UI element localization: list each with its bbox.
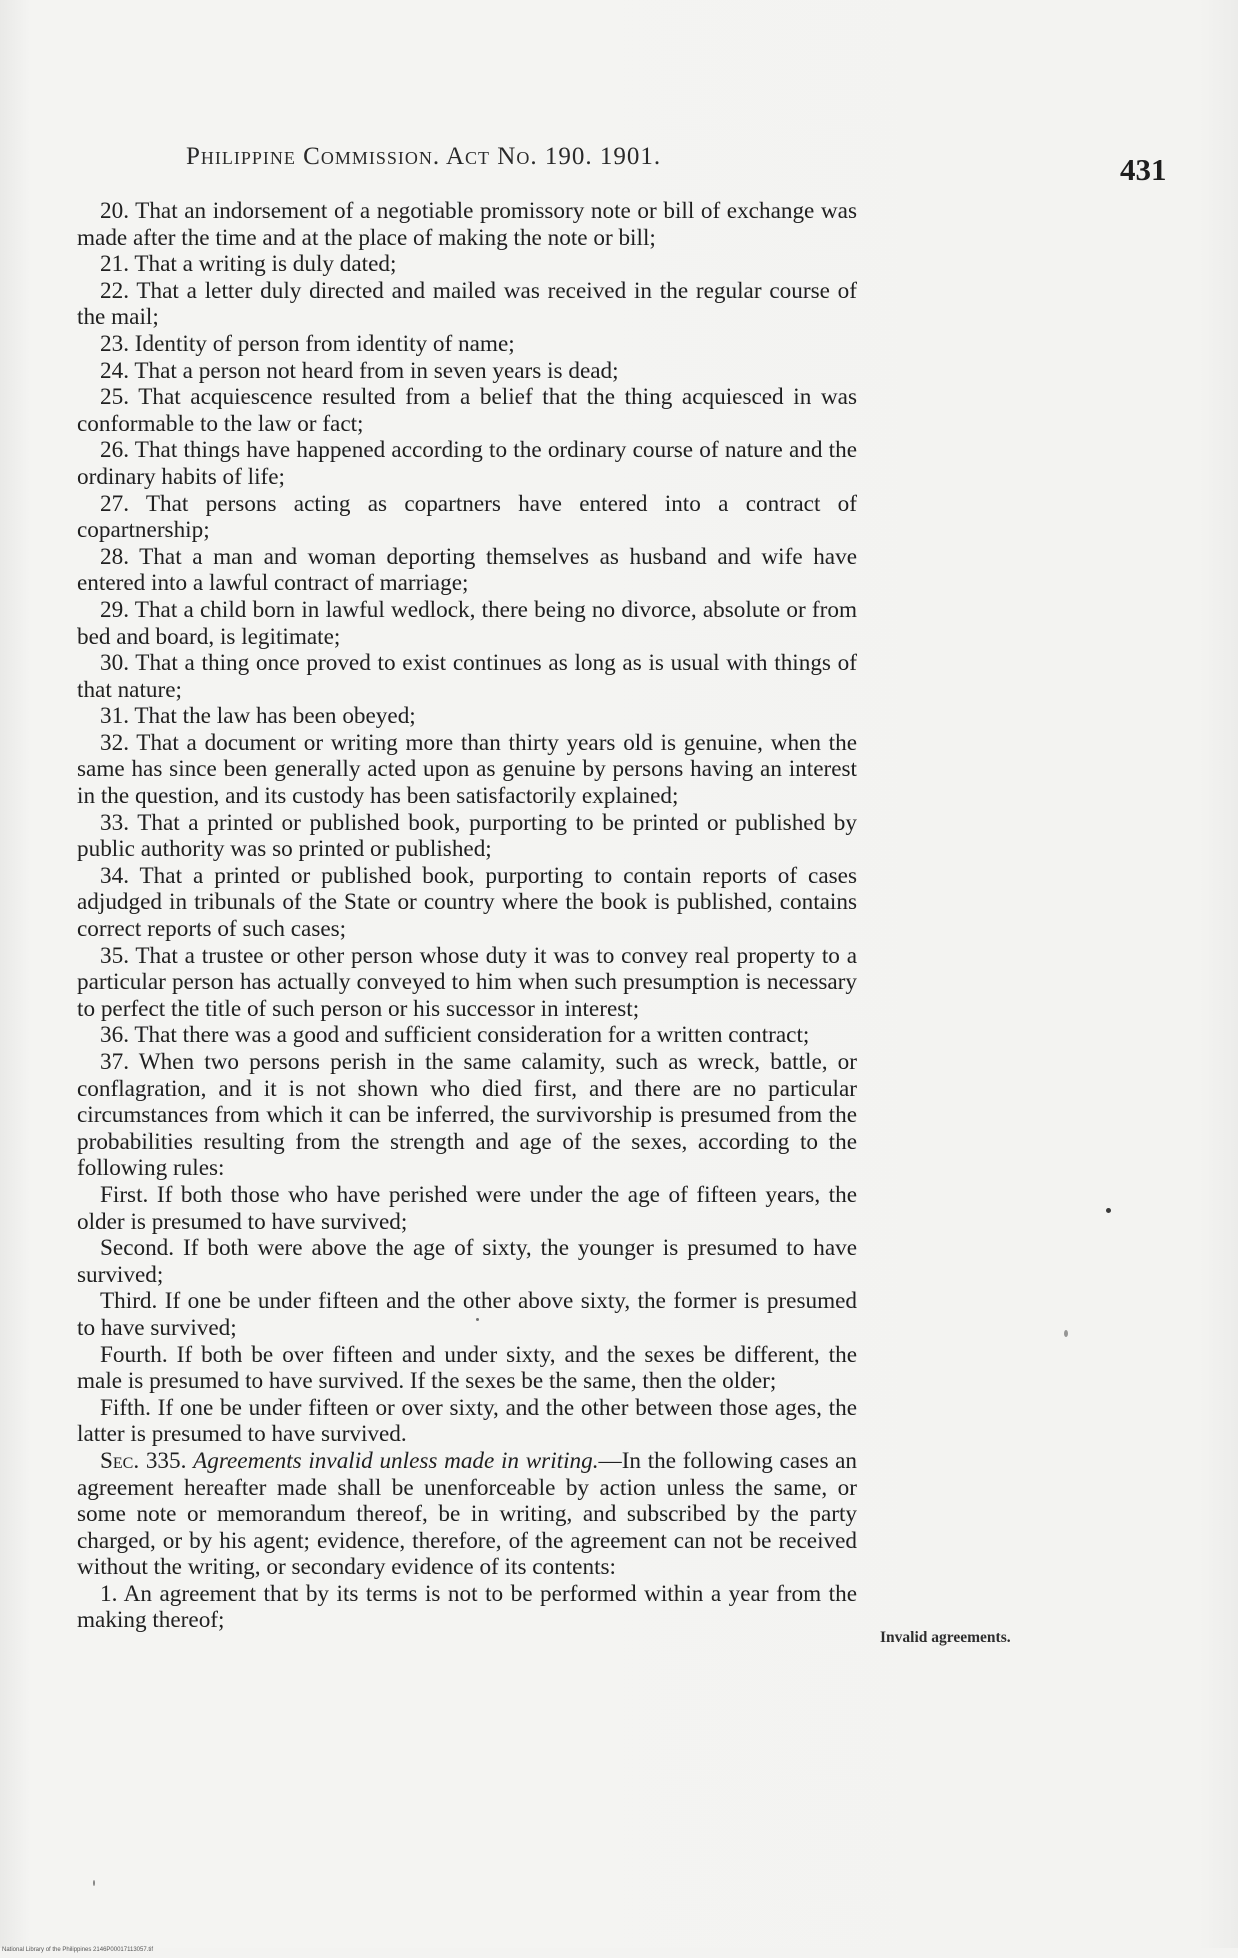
body-text [77,198,857,1634]
section-text: —In the following cases an agreement hereafter made shall be unenforceable by action unless the same, or some note or memorandum thereof, be in writing, and subscribed by the party charged, or by his agent; evidence, therefore, of the agreement can not be received without the writing, or secondary evidence of its contents: [77,1447,858,1581]
rule-fourth: Fourth. If both be over fifteen and under sixty, and the sexes be different, the male is presumed to have survived. If the sexes be the same, then the older; [77,1341,857,1395]
scan-speck [1064,1330,1068,1337]
footer-strip [0,1948,1238,1958]
agreement-item-1: 1. An agreement that by its terms is not to be performed within a year from the making thereof; [77,1580,857,1634]
paragraph-37: 37. When two persons perish in the same calamity, such as wreck, battle, or conflagration, and it is not shown who died first, and there are no particular circumstances from which it can be inferred, the survivorship is presumed from the probabilities resulting from the strength and age of the sexes, according to the following rules: [77,1049,857,1182]
rule-third: Third. If one be under fifteen and the other above sixty, the former is presumed to have survived; [77,1288,857,1341]
scan-footer: National Library of the Philippines 2146P00017113057.tif [2,1947,153,1953]
paragraph-22: 22. That a letter duly directed and mailed was received in the regular course of the mail; [77,277,857,331]
paragraph-27: 27. That persons acting as copartners have entered into a contract of copartnership; [77,490,857,544]
scan-speck [476,1318,479,1321]
paragraph-26: 26. That things have happened according to the ordinary course of nature and the ordinary habits of life; [77,437,857,490]
paragraph-30: 30. That a thing once proved to exist continues as long as is usual with things of that nature; [77,650,857,703]
paragraph-29: 29. That a child born in lawful wedlock, there being no divorce, absolute or from bed and board, is legitimate; [77,596,857,650]
scan-speck [93,1880,95,1886]
paragraph-36: 36. That there was a good and sufficient consideration for a written contract; [100,1022,810,1049]
paragraph-28: 28. That a man and woman deporting themselves as husband and wife have entered into a lawful contract of marriage; [77,543,857,597]
paragraph-33: 33. That a printed or published book, purporting to be printed or published by public authority was so printed or published; [77,809,857,863]
section-label: Sec. 335. [100,1447,187,1474]
paragraph-32: 32. That a document or writing more than thirty years old is genuine, when the same has since been generally acted upon as genuine by persons having an interest in the question, and its custody has been satisfactorily explained; [77,729,857,810]
paragraph-34: 34. That a printed or published book, purporting to contain reports of cases adjudged in tribunals of the State or country where the book is published, contains correct reports of such cases; [77,862,857,943]
section-335 [77,1448,857,1581]
paragraph-24: 24. That a person not heard from in seven years is dead; [100,357,619,384]
rule-first: First. If both those who have perished were under the age of fifteen years, the older is presumed to have survived; [77,1181,857,1235]
paragraph-20: 20. That an indorsement of a negotiable promissory note or bill of exchange was made after the time and at the place of making the note or bill; [77,198,857,251]
paragraph-23: 23. Identity of person from identity of name; [100,330,515,357]
page-number: 431 [1120,152,1167,187]
running-head: Philippine Commission. Act No. 190. 1901. [186,143,662,170]
paragraph-21: 21. That a writing is duly dated; [100,251,397,278]
rule-fifth: Fifth. If one be under fifteen or over sixty, and the other between those ages, the latter is presumed to have survived. [77,1394,857,1448]
paragraph-31: 31. That the law has been obeyed; [100,703,416,730]
paragraph-35: 35. That a trustee or other person whose duty it was to convey real property to a particular person has actually conveyed to him when such presumption is necessary to perfect the title of such person or his successor in interest; [77,942,857,1022]
section-heading: Agreements invalid unless made in writing. [193,1447,599,1474]
scan-speck [1106,1208,1111,1213]
paragraph-25: 25. That acquiescence resulted from a belief that the thing acquiesced in was conformable to the law or fact; [77,384,857,437]
margin-note: Invalid agreements. [880,1629,1011,1646]
rule-second: Second. If both were above the age of sixty, the younger is presumed to have survived; [77,1235,857,1288]
